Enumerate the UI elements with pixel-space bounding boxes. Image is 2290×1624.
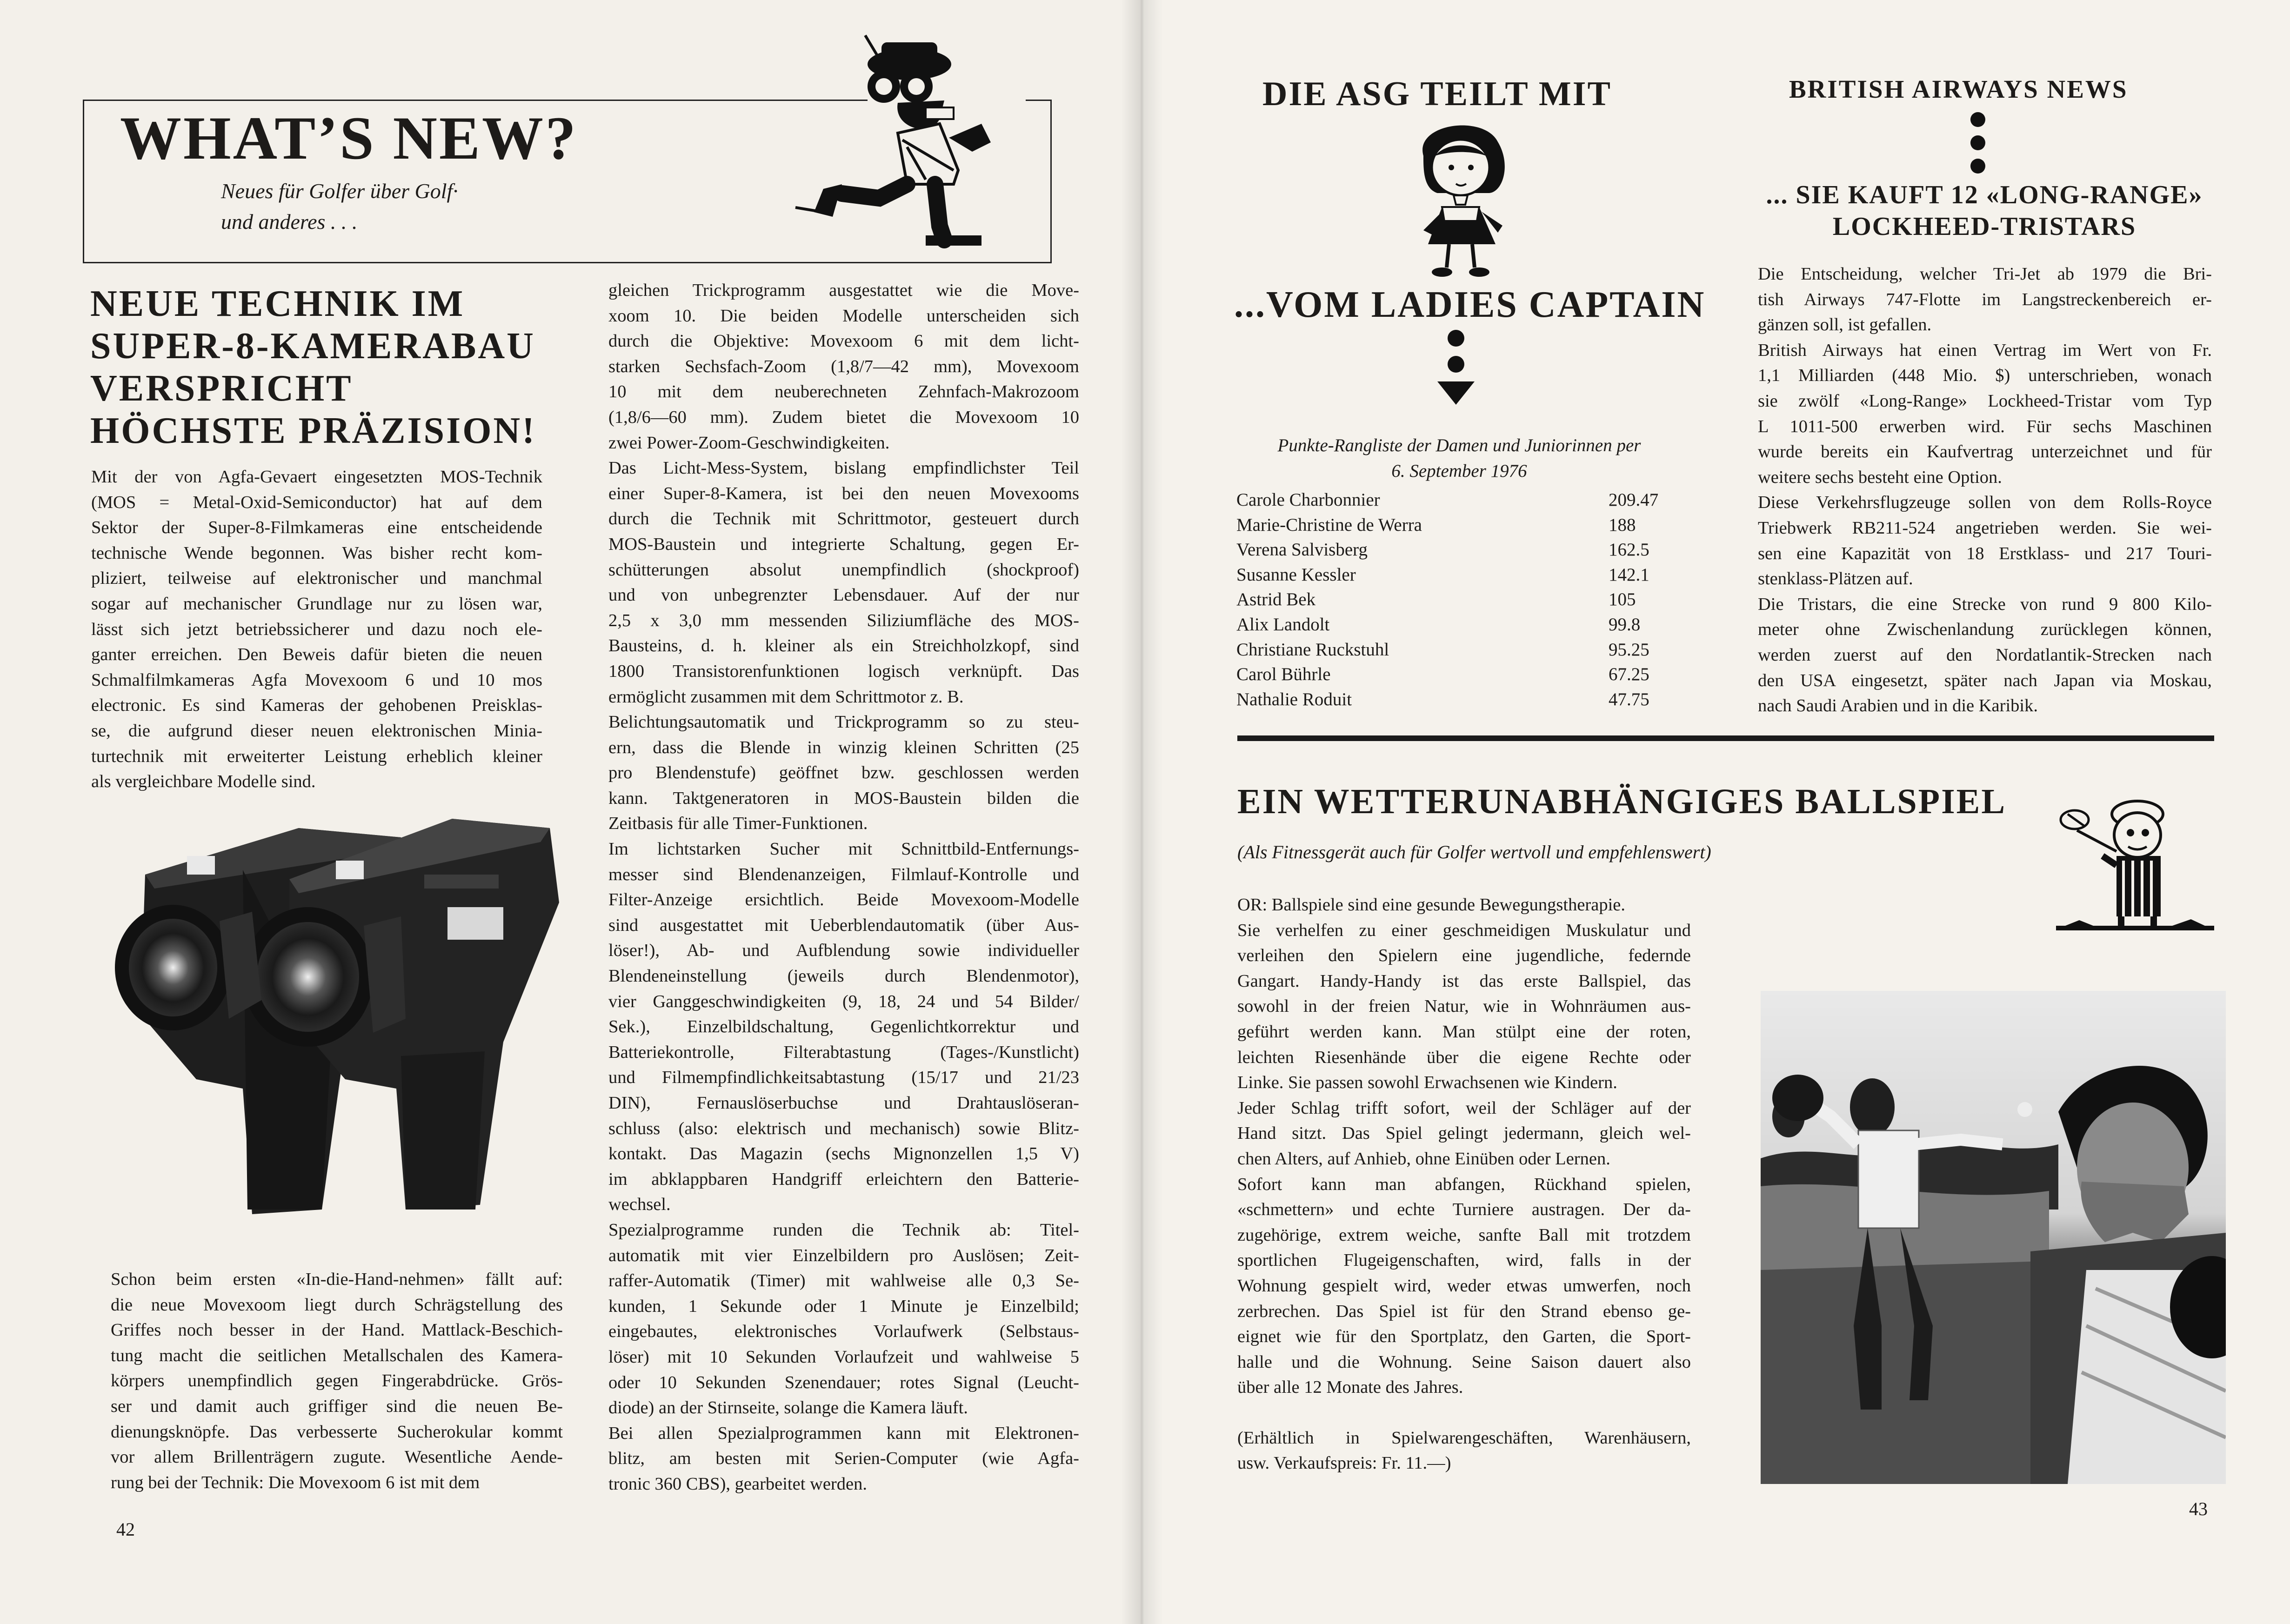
text-line: löser) mit 10 Sekunden Vorlaufzeit und wahlweise 5: [608, 1347, 1079, 1367]
text-line: OR: Ballspiele sind eine gesunde Bewegungstherapie.: [1237, 895, 1625, 915]
super8-intro-text: [91, 464, 542, 795]
text-line: wechsel.: [608, 1195, 671, 1215]
text-line: zerbrechen. Das Spiel ist für den Strand ebenso ge-: [1237, 1301, 1691, 1321]
text-line: tronic 360 CBS), gearbeitet werden.: [608, 1474, 867, 1494]
player-points: 209.47: [1609, 490, 1659, 510]
text-line: 2,5 x 3,0 mm messenden Siliziumfläche des MOS-: [608, 610, 1079, 630]
text-line: im abklappbaren Handgriff erleichtern den Batterie-: [608, 1169, 1079, 1189]
text-line: löser!), Ab- und Aufblendung sowie individueller: [608, 941, 1079, 961]
text-line: (1,8/6—60 mm). Zudem bietet die Movexoom 10: [608, 407, 1079, 427]
subtitle-line: ... SIE KAUFT 12 «LONG-RANGE»: [1766, 180, 2203, 209]
text-line: pliziert, teilweise auf elektronischer und manchmal: [91, 568, 542, 588]
text-line: Filter-Anzeige ersichtlich. Beide Movexoom-Modelle: [608, 890, 1079, 910]
ballspiel-title: EIN WETTERUNABHÄNGIGES BALLSPIEL: [1237, 782, 2007, 821]
text-line: 10 mit dem neuberechneten Zehnfach-Makrozoom: [608, 382, 1079, 402]
super8-technik-text: [608, 278, 1079, 1497]
british-airways-subtitle: [1752, 179, 2217, 242]
text-line: tish Airways 747-Flotte im Langstreckenbereich er-: [1758, 289, 2212, 309]
player-name: Carole Charbonnier: [1236, 490, 1380, 510]
british-airways-text: [1758, 261, 2212, 719]
text-line: werden zuerst auf den Nordatlantik-Strecken nach: [1758, 645, 2212, 665]
text-line: verleihen den Spielern eine jugendliche, federnde: [1237, 946, 1691, 966]
whats-new-title: WHAT’S NEW?: [120, 104, 578, 172]
player-points: 188: [1609, 515, 1636, 535]
text-line: Die Entscheidung, welcher Tri-Jet ab 1979 die Bri-: [1758, 264, 2212, 284]
player-name: Marie-Christine de Werra: [1236, 515, 1422, 535]
footer-line: (Erhältlich in Spielwarengeschäften, Warenhäusern,: [1237, 1428, 1691, 1448]
player-name: Susanne Kessler: [1236, 564, 1356, 585]
golfer-with-ball-illustration: [2056, 786, 2214, 940]
text-line: vier Ganggeschwindigkeiten (9, 18, 24 und 54 Bilder/: [608, 991, 1079, 1011]
text-line: wurde bereits ein Kaufvertrag unterzeichnet und für: [1758, 442, 2212, 462]
text-line: dienungsknöpfe. Das verbesserte Sucherokular kommt: [111, 1422, 563, 1442]
text-line: zwei Power-Zoom-Geschwindigkeiten.: [608, 433, 890, 453]
text-line: Belichtungsautomatik und Trickprogramm so zu steu-: [608, 712, 1079, 732]
text-line: Sektor der Super-8-Filmkameras eine entscheidende: [91, 518, 542, 538]
text-line: halle und die Wohnung. Seine Saison dauert also: [1237, 1352, 1691, 1372]
text-line: gleichen Trickprogramm ausgestattet wie die Move-: [608, 281, 1079, 300]
text-line: und von unbegrenzter Lebensdauer. Auf der nur: [608, 585, 1079, 605]
text-line: raffer-Automatik (Timer) mit wahlweise alle 0,3 Se-: [608, 1271, 1079, 1291]
ballspiel-text: [1237, 892, 1691, 1476]
text-line: weitere sechs besteht eine Option.: [1758, 467, 2002, 487]
text-line: Batteriekontrolle, Filterabtastung (Tages-/Kunstlicht): [608, 1042, 1079, 1062]
text-line: als vergleichbare Modelle sind.: [91, 772, 316, 792]
text-line: meter ohne Zwischenlandung zurücklegen können,: [1758, 620, 2212, 640]
player-name: Alix Landolt: [1236, 614, 1330, 635]
headline-line: NEUE TECHNIK IM: [90, 283, 465, 324]
text-line: automatik mit vier Einzelbildern pro Auslösen; Zeit-: [608, 1245, 1079, 1265]
text-line: electronic. Es sind Kameras der gehobenen Preisklas-: [91, 695, 542, 715]
ranking-table: [1236, 488, 1683, 712]
text-line: nach Saudi Arabien und in die Karibik.: [1758, 696, 2038, 716]
ranking-row: [1236, 537, 1683, 562]
player-points: 47.75: [1609, 689, 1649, 709]
player-points: 67.25: [1609, 664, 1649, 685]
text-line: Sie verhelfen zu einer geschmeidigen Muskulatur und: [1237, 920, 1691, 940]
ranking-row: [1236, 637, 1683, 662]
text-line: DIN), Fernauslöserbuchse und Drahtauslöseran-: [608, 1093, 1079, 1113]
super8-handling-text: [111, 1267, 563, 1495]
page-number-right: 43: [2189, 1498, 2208, 1519]
player-points: 95.25: [1609, 639, 1649, 660]
text-line: British Airways hat einen Vertrag im Wert von Fr.: [1758, 340, 2212, 360]
player-points: 99.8: [1609, 614, 1641, 635]
text-line: tung macht die seitlichen Metallschalen des Kamera-: [111, 1345, 563, 1365]
text-line: den USA eingesetzt, später nach Japan via Moskau,: [1758, 670, 2212, 690]
text-line: sie zwölf «Long-Range» Lockheed-Tristar vom Typ: [1758, 391, 2212, 411]
text-line: starken Sechsfach-Zoom (1,8/7—42 mm), Movexoom: [608, 356, 1079, 376]
caption-line: 6. September 1976: [1391, 461, 1527, 481]
text-line: sen eine Kapazität von 18 Erstklass- und 217 Touri-: [1758, 543, 2212, 563]
text-line: Die Tristars, die eine Strecke von rund 9 800 Kilo-: [1758, 594, 2212, 614]
footer-line: usw. Verkaufspreis: Fr. 11.—): [1237, 1453, 1451, 1473]
player-points: 162.5: [1609, 540, 1649, 560]
headline-line: HÖCHSTE PRÄZISION!: [90, 410, 536, 451]
text-line: Das Licht-Mess-System, bislang empfindlichster Teil: [608, 458, 1079, 478]
text-line: kunden, 1 Sekunde oder 1 Minute je Einzelbild;: [608, 1296, 1079, 1316]
ranking-caption: [1234, 433, 1685, 484]
text-line: 1,1 Milliarden (448 Mio. $) unterschrieben, wonach: [1758, 366, 2212, 386]
text-line: sportlichen Flugeigenschaften, wird, falls in der: [1237, 1250, 1691, 1270]
ranking-row: [1236, 587, 1683, 612]
text-line: messer sind Blendenanzeigen, Filmlauf-Kontrolle und: [608, 864, 1079, 884]
text-line: Diese Verkehrsflugzeuge sollen von dem Rolls-Royce: [1758, 493, 2212, 513]
text-line: Jeder Schlag trifft sofort, weil der Schläger auf der: [1237, 1098, 1691, 1118]
text-line: 1800 Transistorenfunktionen logisch verknüpft. Das: [608, 661, 1079, 681]
subtitle-line: Neues für Golfer über Golf·: [221, 179, 458, 203]
ranking-row: [1236, 562, 1683, 588]
text-line: leichten Riesenhände über die eigene Rechte oder: [1237, 1047, 1691, 1067]
text-line: se, die aufgrund dieser neuen elektronischen Minia-: [91, 721, 542, 741]
ranking-row: [1236, 612, 1683, 637]
caption-line: Punkte-Rangliste der Damen und Juniorinnen per: [1277, 435, 1641, 455]
text-line: Bei allen Spezialprogrammen kann mit Elektronen-: [608, 1423, 1079, 1443]
text-line: Blendeneinstellung (jeweils durch Blendenmotor),: [608, 966, 1079, 986]
text-line: Hand sitzt. Das Spiel gelingt jedermann, gleich wel-: [1237, 1123, 1691, 1143]
super8-headline: [90, 283, 593, 452]
text-line: Sofort kann man abfangen, Rückhand spielen,: [1237, 1174, 1691, 1194]
text-line: und Filmempfindlichkeitsabtastung (15/17 und 21/23: [608, 1068, 1079, 1088]
text-line: Bausteins, d. h. kleiner als ein Streichholzkopf, sind: [608, 636, 1079, 656]
text-line: eignet wie für den Sportplatz, den Garten, die Sport-: [1237, 1327, 1691, 1347]
section-divider: [1237, 735, 2214, 741]
player-name: Carol Bührle: [1236, 664, 1331, 685]
text-line: Spezialprogramme runden die Technik ab: Titel-: [608, 1220, 1079, 1240]
text-line: Schmalfilmkameras Agfa Movexoom 6 und 10 mos: [91, 670, 542, 690]
text-line: ern, dass die Blende in winzig kleinen Schritten (25: [608, 737, 1079, 757]
text-line: Sek.), Einzelbildschaltung, Gegenlichtkorrektur und: [608, 1017, 1079, 1037]
text-line: Linke. Sie passen sowohl Erwachsenen wie Kindern.: [1237, 1073, 1617, 1093]
player-points: 105: [1609, 589, 1636, 610]
player-name: Nathalie Roduit: [1236, 689, 1352, 709]
text-line: sowohl in der freien Natur, wie in Wohnräumen aus-: [1237, 996, 1691, 1016]
ranking-row: [1236, 488, 1683, 513]
text-line: stenklass-Plätzen auf.: [1758, 569, 1913, 589]
text-line: kann. Taktgeneratoren in MOS-Baustein bilden die: [608, 788, 1079, 808]
text-line: kontakt. Das Magazin (sechs Mignonzellen 1,5 V): [608, 1144, 1079, 1164]
text-line: die neue Movexoom liegt durch Schrägstellung des: [111, 1295, 563, 1315]
text-line: über alle 12 Monate des Jahres.: [1237, 1377, 1463, 1397]
ranking-row: [1236, 513, 1683, 538]
player-name: Christiane Ruckstuhl: [1236, 639, 1389, 660]
text-line: Griffes noch besser in der Hand. Mattlack-Beschich-: [111, 1320, 563, 1340]
text-line: sogar auf mechanischer Grundlage nur zu lösen war,: [91, 594, 542, 614]
book-gutter-shadow: [1121, 0, 1163, 1624]
british-airways-title: BRITISH AIRWAYS NEWS: [1789, 75, 2128, 103]
text-line: eingebautes, elektronisches Vorlaufwerk (Selbstaus-: [608, 1322, 1079, 1342]
text-line: körpers unempfindlich gegen Fingerabdrücke. Grös-: [111, 1371, 563, 1391]
left-page: [0, 0, 1142, 1624]
whats-new-subtitle: [221, 176, 547, 237]
text-line: lässt sich jetzt betriebssicherer und dazu noch ele-: [91, 619, 542, 639]
text-line: chen Alters, auf Anhieb, ohne Einüben oder Lernen.: [1237, 1149, 1610, 1169]
text-line: «schmettern» und echte Turniere austragen. Der da-: [1237, 1200, 1691, 1220]
text-line: durch die Technik mit Schrittmotor, gesteuert durch: [608, 509, 1079, 529]
bullet-arrow-ornament: [1433, 328, 1502, 435]
text-line: Schon beim ersten «In-die-Hand-nehmen» fällt auf:: [111, 1270, 563, 1289]
ranking-row: [1236, 662, 1683, 687]
bullet-ornament: [1968, 109, 1996, 174]
text-line: xoom 10. Die beiden Modelle unterscheiden sich: [608, 306, 1079, 326]
text-line: oder 10 Sekunden Szenendauer; rotes Signal (Leucht-: [608, 1372, 1079, 1392]
text-line: gänzen soll, ist gefallen.: [1758, 315, 1932, 335]
subtitle-line: und anderes . . .: [221, 210, 358, 234]
handy-handy-players-photo: [1761, 991, 2226, 1484]
page-number-left: 42: [116, 1519, 135, 1540]
ballspiel-subtitle: (Als Fitnessgerät auch für Golfer wertvoll und empfehlenswert): [1237, 842, 1711, 862]
text-line: (MOS = Metal-Oxid-Semiconductor) hat auf dem: [91, 492, 542, 512]
ladies-captain-title: ...VOM LADIES CAPTAIN: [1234, 284, 1706, 325]
subtitle-line: LOCKHEED-TRISTARS: [1832, 212, 2136, 241]
text-line: diode) an der Stirnseite, solange die Kamera läuft.: [608, 1398, 968, 1418]
ladies-captain-illustration: [1395, 114, 1535, 281]
text-line: schluss (also: elektrisch und mechanisch) sowie Blitz-: [608, 1118, 1079, 1138]
player-name: Astrid Bek: [1236, 589, 1316, 610]
text-line: ser und damit auch griffiger sind die neuen Be-: [111, 1396, 563, 1416]
text-line: L 1011-500 erwerben wird. Für sechs Maschinen: [1758, 416, 2212, 436]
text-line: einer Super-8-Kamera, ist bei den neuen Movexooms: [608, 483, 1079, 503]
text-line: turtechnik mit erweiterter Leistung erheblich kleiner: [91, 746, 542, 766]
text-line: Wohnung gespielt wird, weder etwas umwerfen, noch: [1237, 1276, 1691, 1296]
text-line: durch die Objektive: Movexoom 6 mit dem licht-: [608, 331, 1079, 351]
player-name: Verena Salvisberg: [1236, 540, 1368, 560]
headline-line: SUPER-8-KAMERABAU: [90, 326, 535, 367]
ranking-row: [1236, 687, 1683, 712]
text-line: blitz, am besten mit Serien-Computer (wie Agfa-: [608, 1449, 1079, 1469]
player-points: 142.1: [1609, 564, 1649, 585]
text-line: Im lichtstarken Sucher mit Schnittbild-Entfernungs-: [608, 839, 1079, 859]
text-line: sind ausgestattet mit Ueberblendautomatik (über Aus-: [608, 915, 1079, 935]
asg-title: DIE ASG TEILT MIT: [1262, 75, 1612, 113]
text-line: pro Blendenstufe) geöffnet bzw. geschlossen werden: [608, 763, 1079, 783]
text-line: Zeitbasis für alle Timer-Funktionen.: [608, 814, 868, 834]
text-line: Triebwerk RB211-524 angetrieben werden. Sie wei-: [1758, 518, 2212, 538]
movexoom-cameras-photo: [103, 800, 573, 1242]
text-line: technische Wende begonnen. Was bisher recht kom-: [91, 543, 542, 563]
text-line: rung bei der Technik: Die Movexoom 6 ist mit dem: [111, 1472, 480, 1492]
text-line: Gangart. Handy-Handy ist das erste Ballspiel, das: [1237, 971, 1691, 991]
text-line: zugehörige, extrem weiche, sanfte Ball mit trotzdem: [1237, 1225, 1691, 1245]
text-line: Mit der von Agfa-Gevaert eingesetzten MOS-Technik: [91, 467, 542, 487]
paragraph-gap: [1237, 1400, 1691, 1425]
text-line: geführt werden kann. Man stülpt eine der roten,: [1237, 1022, 1691, 1042]
text-line: MOS-Baustein und integrierte Schaltung, gegen Er-: [608, 534, 1079, 554]
text-line: ermöglicht zusammen mit dem Schrittmotor z. B.: [608, 687, 964, 707]
text-line: vor allem Brillenträgern zugute. Wesentliche Aende-: [111, 1447, 563, 1467]
text-line: schütterungen absolut unempfindlich (shockproof): [608, 560, 1079, 580]
text-line: ganter erreichen. Den Beweis dafür bieten die neuen: [91, 645, 542, 665]
headline-line: VERSPRICHT: [90, 368, 353, 409]
binocular-man-illustration: [786, 31, 1065, 249]
